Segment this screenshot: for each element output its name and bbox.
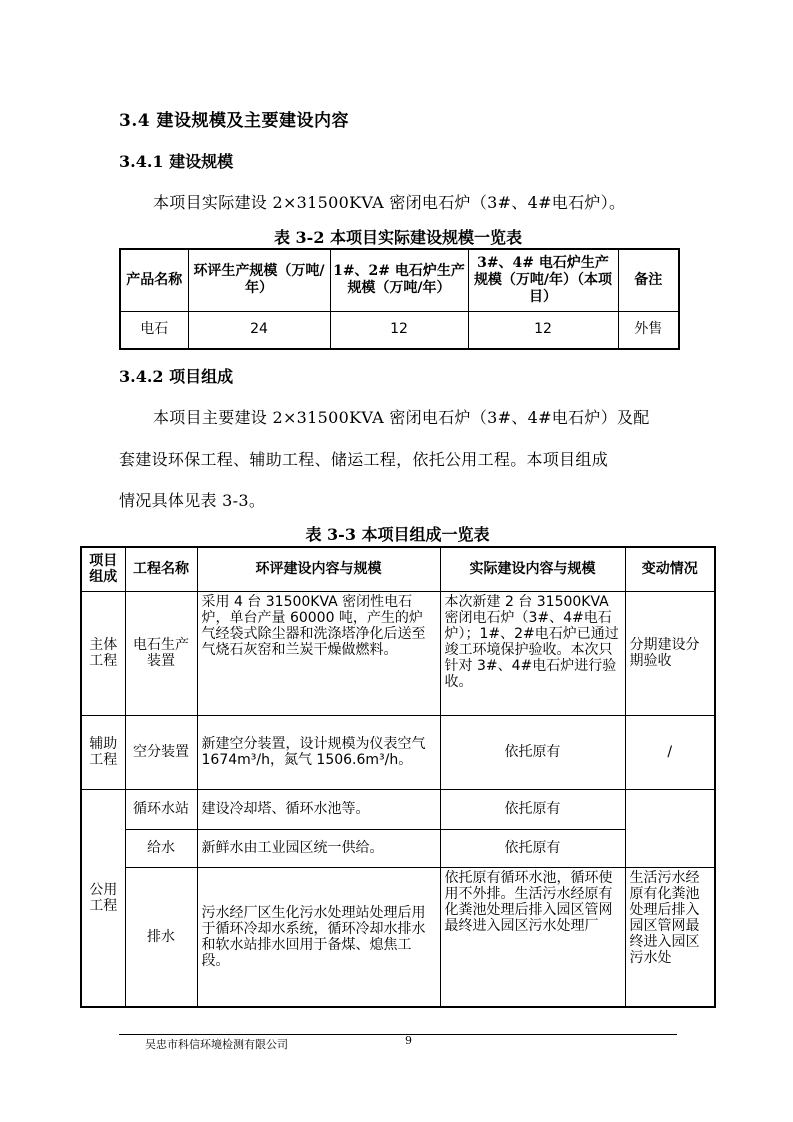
plan-cell: 建设冷却塔、循环水池等。 — [197, 789, 440, 829]
project-name-cell: 给水 — [125, 829, 197, 867]
footer-company: 吴忠市科信环境检测有限公司 — [145, 1038, 288, 1051]
table1-header-cell: 备注 — [618, 249, 679, 311]
table2-header-cell: 环评建设内容与规模 — [197, 547, 440, 591]
group-cell: 主体工程 — [81, 591, 125, 715]
table-row — [81, 867, 715, 1007]
page-number: 9 — [405, 1034, 412, 1047]
project-name-cell: 空分装置 — [125, 715, 197, 789]
table1-cell: 外售 — [618, 311, 679, 349]
table1-caption: 表 3-2 本项目实际建设规模一览表 — [273, 228, 523, 247]
table-row — [81, 789, 715, 829]
table-row — [81, 829, 715, 867]
paragraph-composition-line1: 本项目主要建设 2×31500KVA 密闭电石炉（3#、4#电石炉）及配 — [153, 408, 650, 427]
plan-cell: 新鲜水由工业园区统一供给。 — [197, 829, 440, 867]
table1-cell: 12 — [468, 311, 618, 349]
table1-cell: 12 — [330, 311, 468, 349]
table-row — [120, 311, 679, 349]
actual-cell: 依托原有 — [440, 789, 625, 829]
table1-cell: 24 — [188, 311, 330, 349]
footer-divider — [119, 1034, 677, 1035]
plan-cell: 污水经厂区生化污水处理站处理后用于循环冷却水系统，循环冷却水排水和软水站排水回用于备煤、熄焦工段。 — [197, 867, 440, 1007]
section-heading: 3.4 建设规模及主要建设内容 — [119, 111, 349, 131]
table1-header-cell: 3#、4# 电石炉生产规模（万吨/年）（本项目） — [468, 249, 618, 311]
group-cell: 公用工程 — [81, 789, 125, 1007]
change-cell: 生活污水经原有化粪池处理后排入园区管网最终进入园区污水处 — [625, 867, 715, 1007]
composition-table — [80, 546, 716, 1008]
table1-header-cell: 环评生产规模（万吨/年） — [188, 249, 330, 311]
group-cell: 辅助工程 — [81, 715, 125, 789]
table1-header-cell: 1#、2# 电石炉生产规模（万吨/年） — [330, 249, 468, 311]
paragraph-scale: 本项目实际建设 2×31500KVA 密闭电石炉（3#、4#电石炉）。 — [153, 193, 626, 212]
change-cell: / — [625, 715, 715, 789]
table-row — [81, 715, 715, 789]
plan-cell: 采用 4 台 31500KVA 密闭性电石炉，单台产量 60000 吨，产生的炉气经袋式除尘器和洗涤塔净化后送至气烧石灰窑和兰炭干燥做燃料。 — [197, 591, 440, 715]
project-name-cell: 排水 — [125, 867, 197, 1007]
subsection-heading-composition: 3.4.2 项目组成 — [119, 367, 234, 386]
table2-header-cell: 工程名称 — [125, 547, 197, 591]
actual-cell: 依托原有 — [440, 829, 625, 867]
scale-table — [119, 248, 680, 350]
table2-header-cell: 项目组成 — [81, 547, 125, 591]
actual-cell: 依托原有循环水池，循环使用不外排。生活污水经原有化粪池处理后排入园区管网最终进入园区污水处理厂 — [440, 867, 625, 1007]
paragraph-composition-line2: 套建设环保工程、辅助工程、储运工程，依托公用工程。本项目组成 — [119, 450, 609, 469]
paragraph-composition-line3: 情况具体见表 3-3。 — [119, 491, 266, 510]
subsection-heading-scale: 3.4.1 建设规模 — [119, 152, 234, 171]
table1-header-cell: 产品名称 — [120, 249, 188, 311]
actual-cell: 本次新建 2 台 31500KVA 密闭电石炉（3#、4#电石炉）；1#、2#电石炉已通过竣工环境保护验收。本次只针对 3#、4#电石炉进行验收。 — [440, 591, 625, 715]
table2-caption: 表 3-3 本项目组成一览表 — [305, 525, 490, 544]
change-cell: 分期建设分期验收 — [625, 591, 715, 715]
table2-header-cell: 变动情况 — [625, 547, 715, 591]
actual-cell: 依托原有 — [440, 715, 625, 789]
project-name-cell: 电石生产装置 — [125, 591, 197, 715]
project-name-cell: 循环水站 — [125, 789, 197, 829]
table-row — [81, 591, 715, 715]
plan-cell: 新建空分装置，设计规模为仪表空气 1674m³/h，氮气 1506.6m³/h。 — [197, 715, 440, 789]
table1-cell: 电石 — [120, 311, 188, 349]
table2-header-row — [81, 547, 715, 591]
table1-header-row — [120, 249, 679, 311]
table2-header-cell: 实际建设内容与规模 — [440, 547, 625, 591]
change-cell-empty — [625, 789, 715, 867]
